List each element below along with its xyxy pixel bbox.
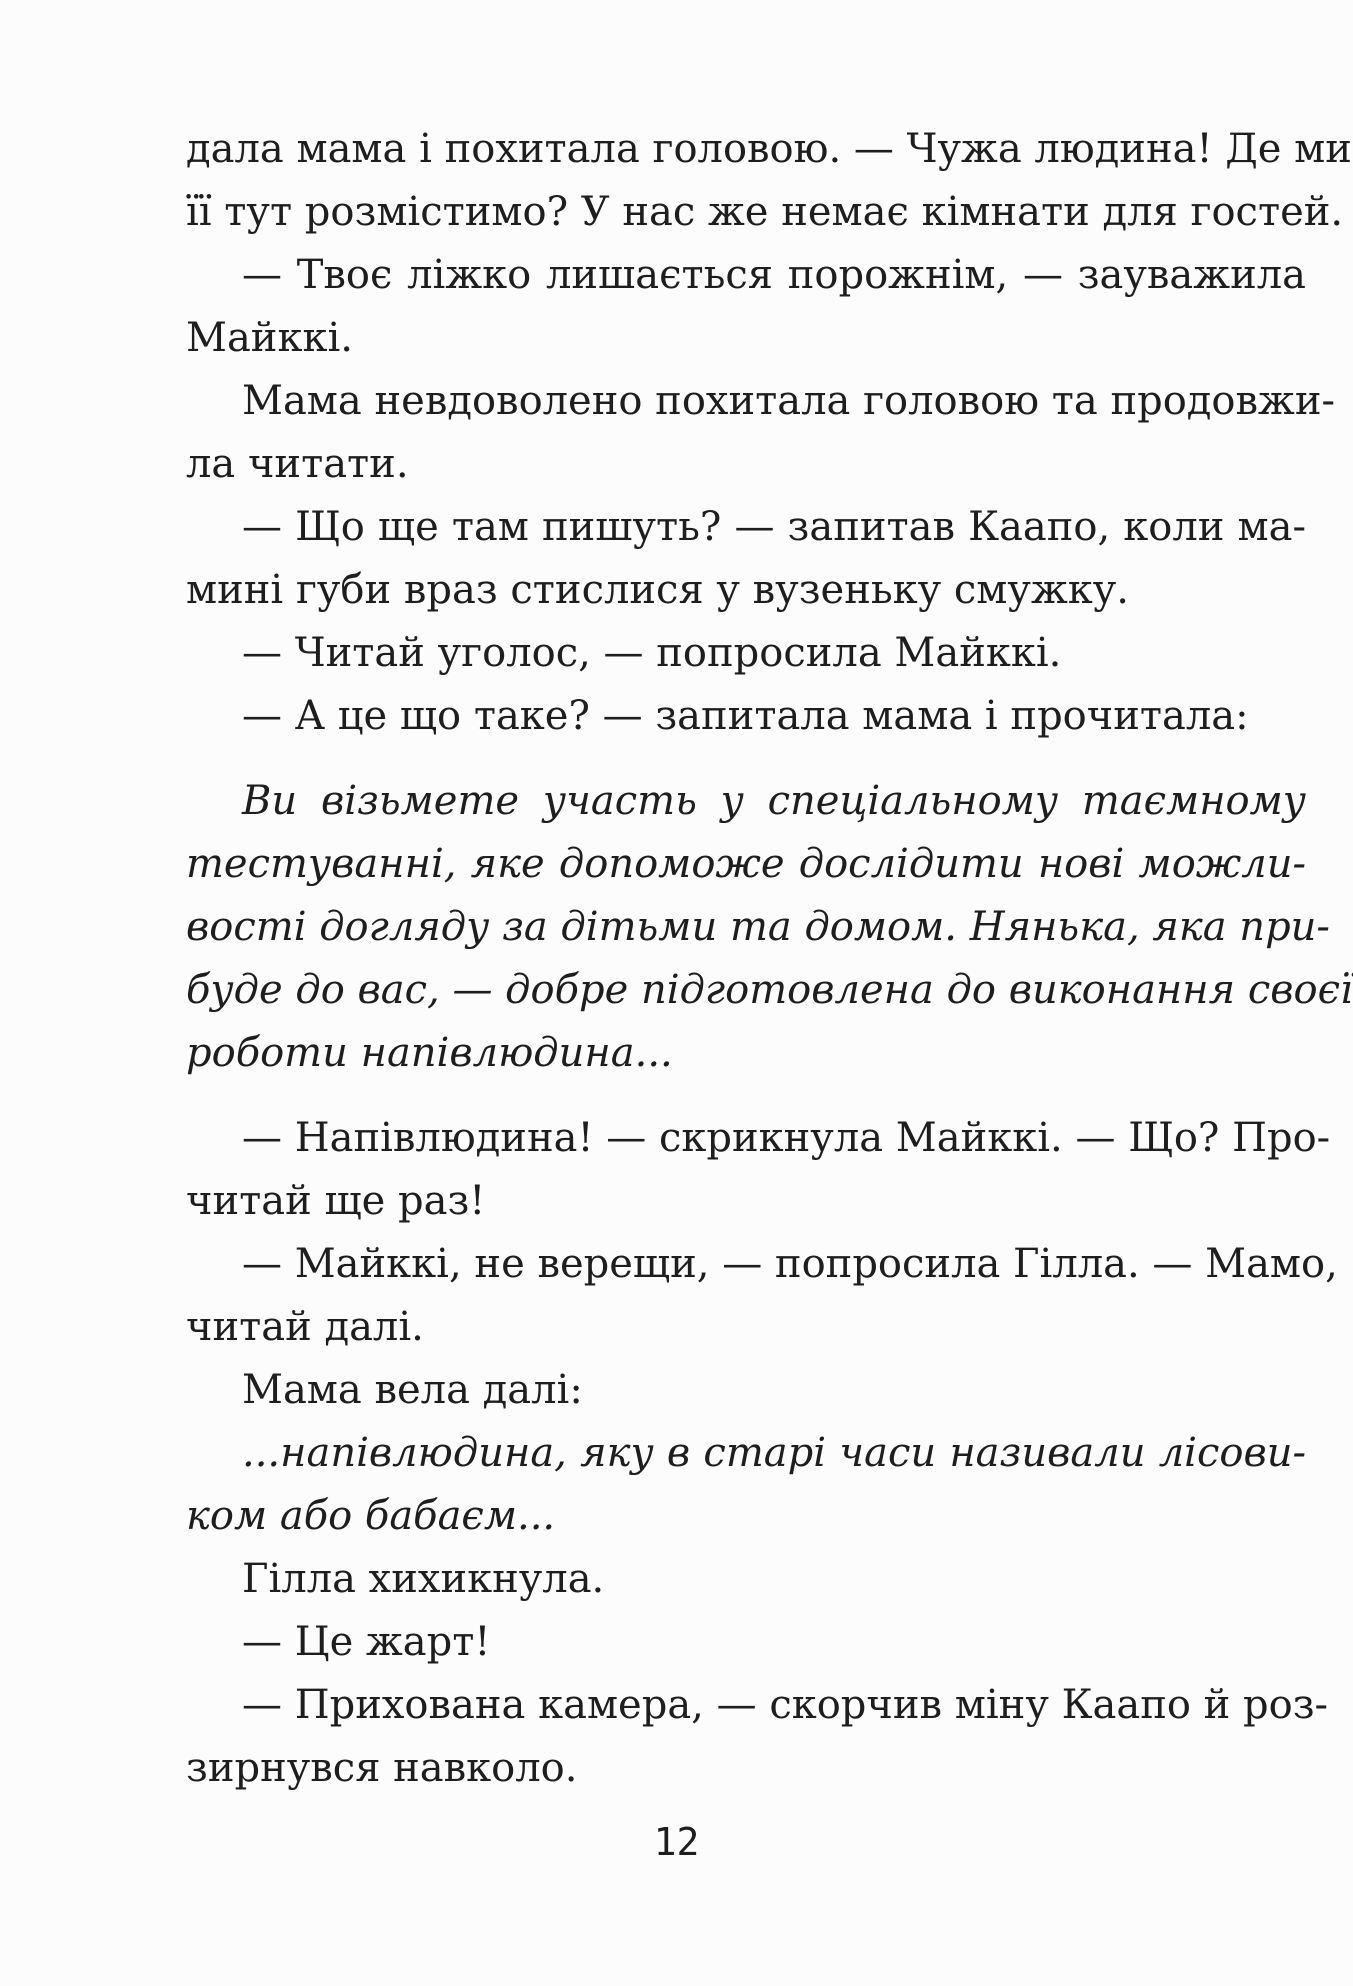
text-line: — Прихована камера, — скорчив міну Каапо й роз- <box>242 1682 1329 1728</box>
text-line: — Майккі, не верещи, — попросила Гілла. — Мамо, <box>242 1241 1338 1287</box>
text-line: — Твоє ліжко лишається порожнім, — зауважила <box>242 252 1306 298</box>
text-line: Майккі. <box>186 315 353 361</box>
text-line: — Читай уголос, — попросила Майккі. <box>242 630 1062 676</box>
text-line: — Що ще там пишуть? — запитав Каапо, коли ма- <box>242 504 1306 550</box>
text-line: — А це що таке? — запитала мама і прочитала: <box>242 693 1249 739</box>
text-line: Гілла хихикнула. <box>242 1556 605 1602</box>
quoted-text-line: буде до вас, — добре підготовлена до виконання своєї <box>186 967 1353 1013</box>
quoted-text-line: ...напівлюдина, яку в старі часи називали лісови- <box>242 1430 1306 1476</box>
quoted-text-line: Ви візьмете участь у спеціальному таємному <box>242 778 1306 824</box>
text-line: ла читати. <box>186 441 409 487</box>
text-line: читай ще раз! <box>186 1178 486 1224</box>
text-line: Мама невдоволено похитала головою та продовжи- <box>242 378 1336 424</box>
quoted-text-line: вості догляду за дітьми та домом. Нянька, яка при- <box>186 904 1330 950</box>
text-line: — Напівлюдина! — скрикнула Майккі. — Що? Про- <box>242 1115 1331 1161</box>
page-number: 12 <box>653 1820 700 1864</box>
page-text <box>186 118 1353 1800</box>
text-line: зирнувся навколо. <box>186 1745 578 1791</box>
text-line: — Це жарт! <box>242 1619 491 1665</box>
quoted-text-line: тестуванні, яке допоможе дослідити нові можли- <box>186 841 1306 887</box>
quoted-text-line: ком або бабаєм... <box>186 1493 556 1539</box>
text-line: її тут розмістимо? У нас же немає кімнати для гостей. <box>186 189 1344 235</box>
text-line: мині губи враз стислися у вузеньку смужку. <box>186 567 1129 613</box>
quoted-text-line: роботи напівлюдина... <box>186 1030 673 1076</box>
text-line: читай далі. <box>186 1304 424 1350</box>
text-line: Мама вела далі: <box>242 1367 583 1413</box>
text-line: дала мама і похитала головою. — Чужа людина! Де ми <box>186 126 1352 172</box>
